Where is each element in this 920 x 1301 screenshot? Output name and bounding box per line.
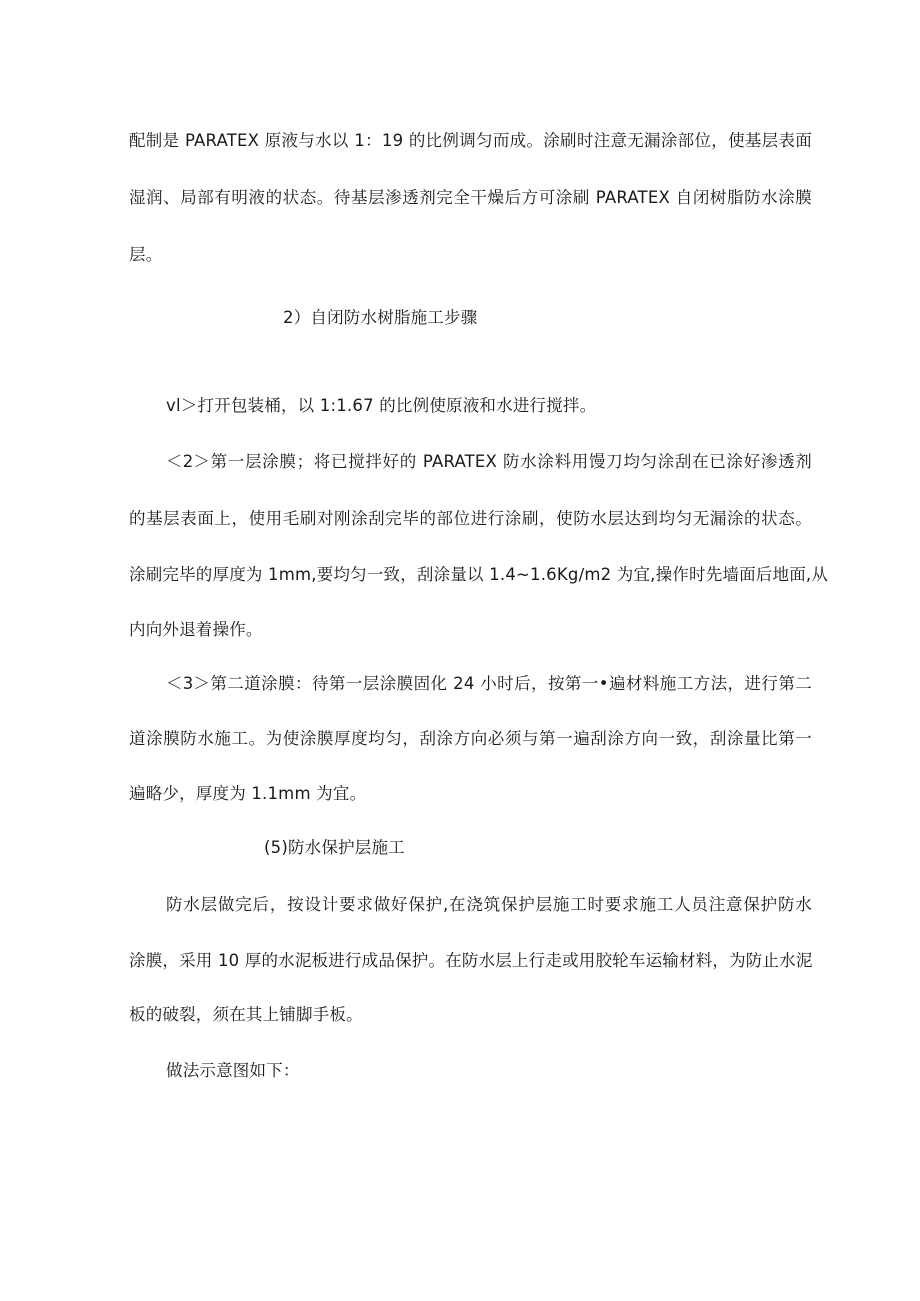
diagram-intro-text: 做法示意图如下：	[166, 1061, 300, 1080]
step-1-text: vl＞打开包装桶，以 1:1.67 的比例使原液和水进行搅拌。	[166, 396, 597, 415]
step-2-line-1: ＜2＞第一层涂膜；将已搅拌好的 PARATEX 防水涂料用馒刀均匀涂刮在已涂好渗透剂	[166, 452, 812, 471]
step-3-line-2: 道涂膜防水施工。为使涂膜厚度均匀，刮涂方向必须与第一遍刮涂方向一致，刮涂量比第一	[129, 729, 812, 748]
paragraph-1-line-1: 配制是 PARATEX 原液与水以 1：19 的比例调匀而成。涂刷时注意无漏涂部位，使基层表面	[129, 131, 812, 150]
step-3-line-1: ＜3＞第二道涂膜：待第一层涂膜固化 24 小时后，按第一•遍材料施工方法，进行第二	[166, 674, 812, 693]
protect-paragraph-line-2: 涂膜，采用 10 厚的水泥板进行成品保护。在防水层上行走或用胶轮车运输材料，为防止水泥	[129, 951, 813, 970]
step-2-line-3: 涂刷完毕的厚度为 1mm,要均匀一致，刮涂量以 1.4~1.6Kg∕m2 为宜,操作时先墙面后地面,从	[129, 565, 829, 584]
step-3-line-3: 遍略少，厚度为 1.1mm 为宜。	[129, 784, 367, 803]
protect-paragraph-line-3: 板的破裂，须在其上铺脚手板。	[129, 1005, 363, 1024]
section-heading-5: (5)防水保护层施工	[264, 838, 405, 857]
step-2-line-4: 内向外退着操作。	[129, 620, 263, 639]
section-heading-2: 2）自闭防水树脂施工步骤	[283, 308, 478, 327]
protect-paragraph-line-1: 防水层做完后，按设计要求做好保护,在浇筑保护层施工时要求施工人员注意保护防水	[166, 895, 812, 914]
step-2-line-2: 的基层表面上，使用毛刷对刚涂刮完毕的部位进行涂刷，使防水层达到均匀无漏涂的状态。	[129, 509, 812, 528]
paragraph-1-line-3: 层。	[129, 245, 163, 264]
paragraph-1-line-2: 湿润、局部有明液的状态。待基层渗透剂完全干燥后方可涂刷 PARATEX 自闭树脂防水涂膜	[129, 188, 812, 207]
